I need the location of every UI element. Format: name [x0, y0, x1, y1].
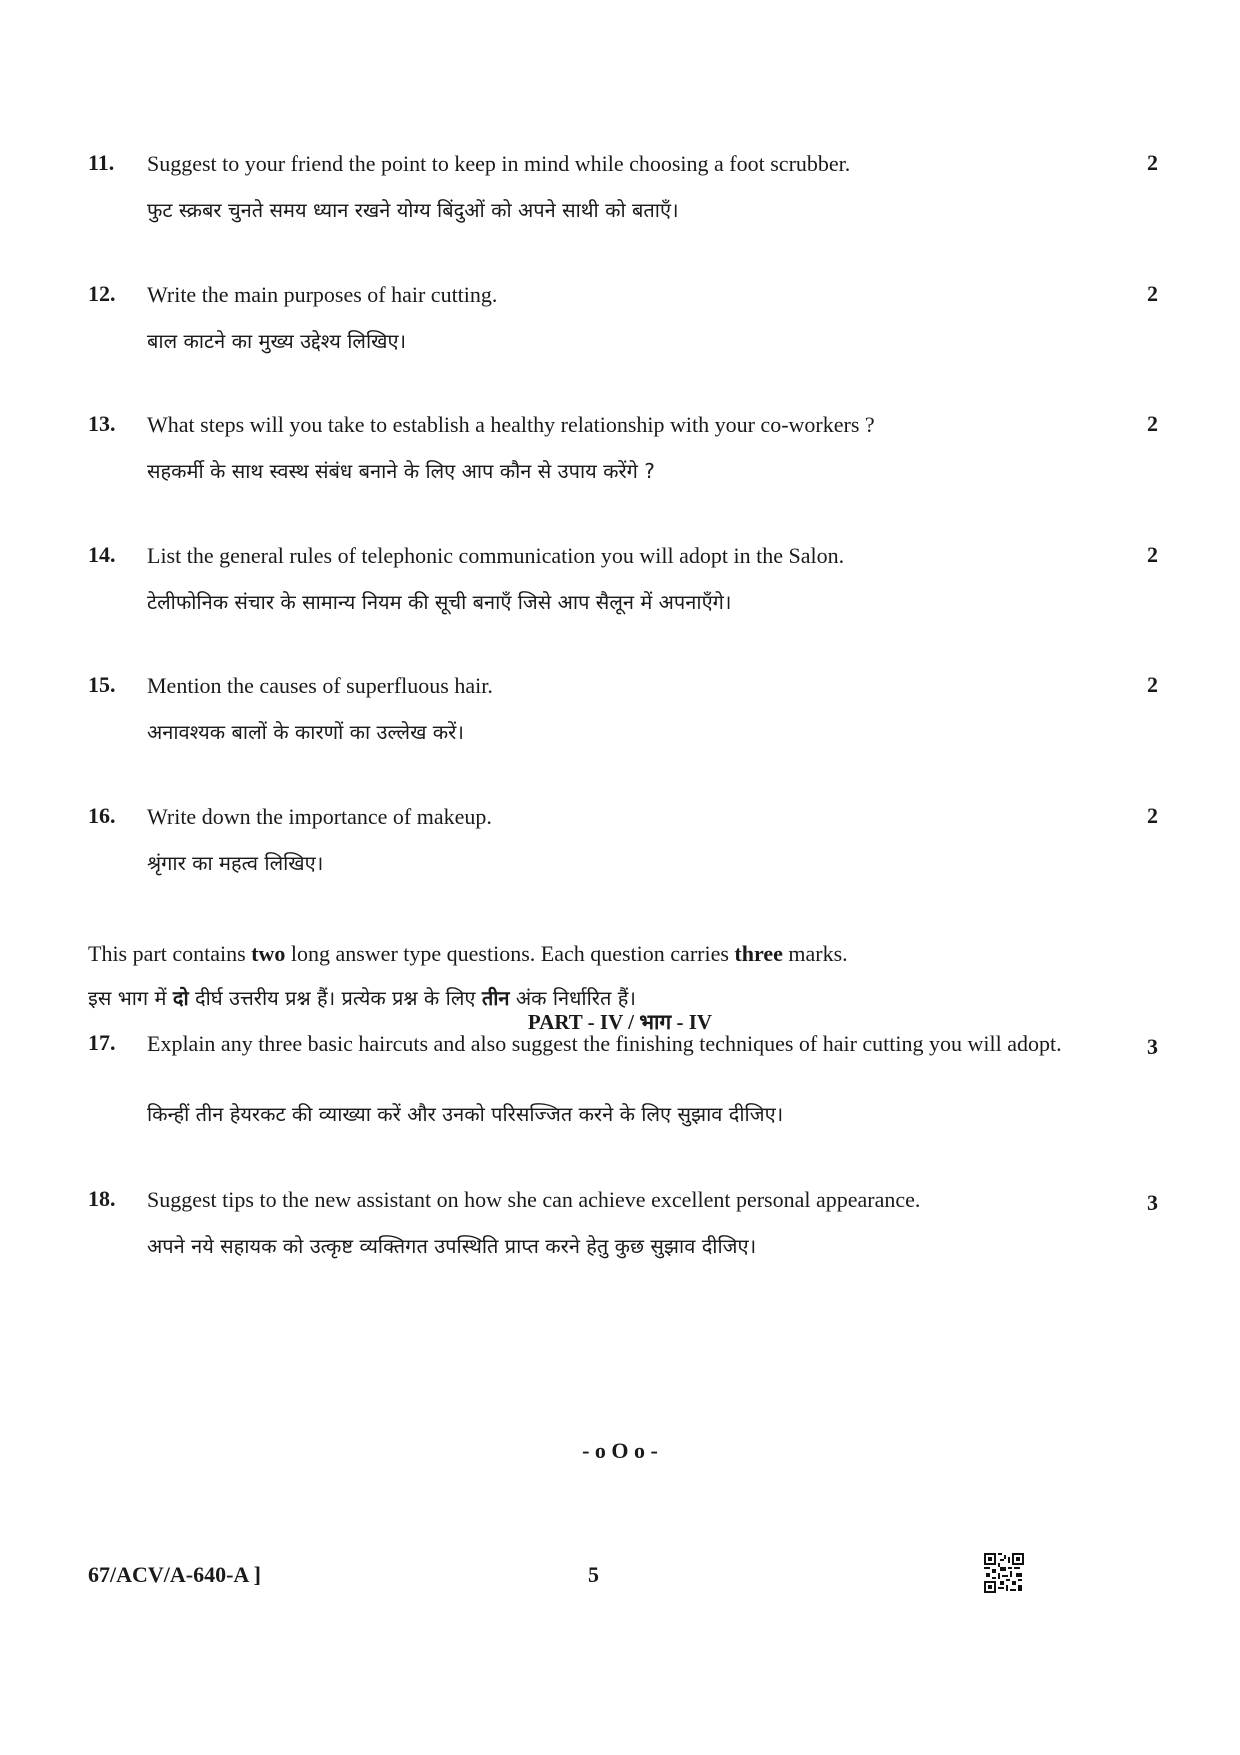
question-text-hindi: फुट स्क्रबर चुनते समय ध्यान रखने योग्य बिंदुओं को अपने साथी को बताएँ।	[147, 198, 679, 222]
instruction-text: marks.	[782, 941, 848, 966]
end-of-paper-mark: - o O o -	[582, 1438, 658, 1463]
question-text-hindi: अपने नये सहायक को उत्कृष्ट व्यक्तिगत उपस्थिति प्राप्त करने हेतु कुछ सुझाव दीजिए।	[147, 1234, 757, 1258]
question-text-english: Mention the causes of superfluous hair.	[147, 673, 493, 698]
question-number: 13.	[88, 411, 116, 436]
instruction-bold: three	[734, 941, 783, 966]
question-text-hindi: सहकर्मी के साथ स्वस्थ संबंध बनाने के लिए आप कौन से उपाय करेंगे ?	[147, 459, 655, 483]
question-number: 16.	[88, 803, 116, 828]
question-text-hindi: किन्हीं तीन हेयरकट की व्याख्या करें और उनको परिसज्जित करने के लिए सुझाव दीजिए।	[147, 1102, 784, 1126]
question-marks: 2	[1147, 281, 1158, 306]
question-number: 15.	[88, 672, 116, 697]
question-text-english: Explain any three basic haircuts and also suggest the finishing techniques of hair cutting you will adopt.	[147, 1031, 1062, 1056]
part-instruction-english	[88, 940, 1158, 968]
question-marks: 2	[1147, 803, 1158, 828]
question-number: 14.	[88, 542, 116, 567]
page-number: 5	[588, 1562, 599, 1587]
instruction-text: दीर्घ उत्तरीय प्रश्न हैं। प्रत्येक प्रश्न के लिए	[188, 986, 482, 1010]
question-marks: 2	[1147, 542, 1158, 567]
question-marks: 3	[1147, 1034, 1158, 1059]
question-text-english: List the general rules of telephonic communication you will adopt in the Salon.	[147, 543, 845, 568]
instruction-bold: two	[251, 941, 286, 966]
instruction-text: इस भाग में	[88, 986, 173, 1010]
question-marks: 2	[1147, 150, 1158, 175]
question-number: 12.	[88, 281, 116, 306]
instruction-bold: दो	[172, 986, 189, 1010]
instruction-text: long answer type questions. Each question carries	[285, 941, 735, 966]
part-instruction-hindi	[88, 984, 1158, 1012]
question-text-english: What steps will you take to establish a healthy relationship with your co-workers ?	[147, 412, 875, 437]
question-text-hindi: अनावश्यक बालों के कारणों का उल्लेख करें।	[147, 720, 464, 744]
question-text-english: Write the main purposes of hair cutting.	[147, 282, 498, 307]
question-marks: 2	[1147, 672, 1158, 697]
question-text-english: Suggest tips to the new assistant on how she can achieve excellent personal appearance.	[147, 1187, 921, 1212]
qr-code-icon	[984, 1553, 1024, 1593]
question-marks: 2	[1147, 411, 1158, 436]
question-text-hindi: श्रृंगार का महत्व लिखिए।	[147, 851, 324, 875]
question-marks: 3	[1147, 1190, 1158, 1215]
question-text-english: Write down the importance of makeup.	[147, 804, 492, 829]
instruction-bold: तीन	[481, 986, 510, 1010]
instruction-text: This part contains	[88, 941, 252, 966]
question-text-hindi: बाल काटने का मुख्य उद्देश्य लिखिए।	[147, 329, 407, 353]
question-text-hindi: टेलीफोनिक संचार के सामान्य नियम की सूची बनाएँ जिसे आप सैलून में अपनाएँगे।	[147, 590, 732, 614]
paper-code: 67/ACV/A-640-A ]	[88, 1562, 261, 1587]
question-text-english: Suggest to your friend the point to keep in mind while choosing a foot scrubber.	[147, 151, 851, 176]
part-heading: PART - IV / भाग - IV	[527, 1010, 713, 1034]
question-number: 11.	[88, 150, 115, 175]
question-number: 18.	[88, 1186, 116, 1211]
instruction-text: अंक निर्धारित हैं।	[509, 986, 636, 1010]
question-number: 17.	[88, 1030, 116, 1055]
